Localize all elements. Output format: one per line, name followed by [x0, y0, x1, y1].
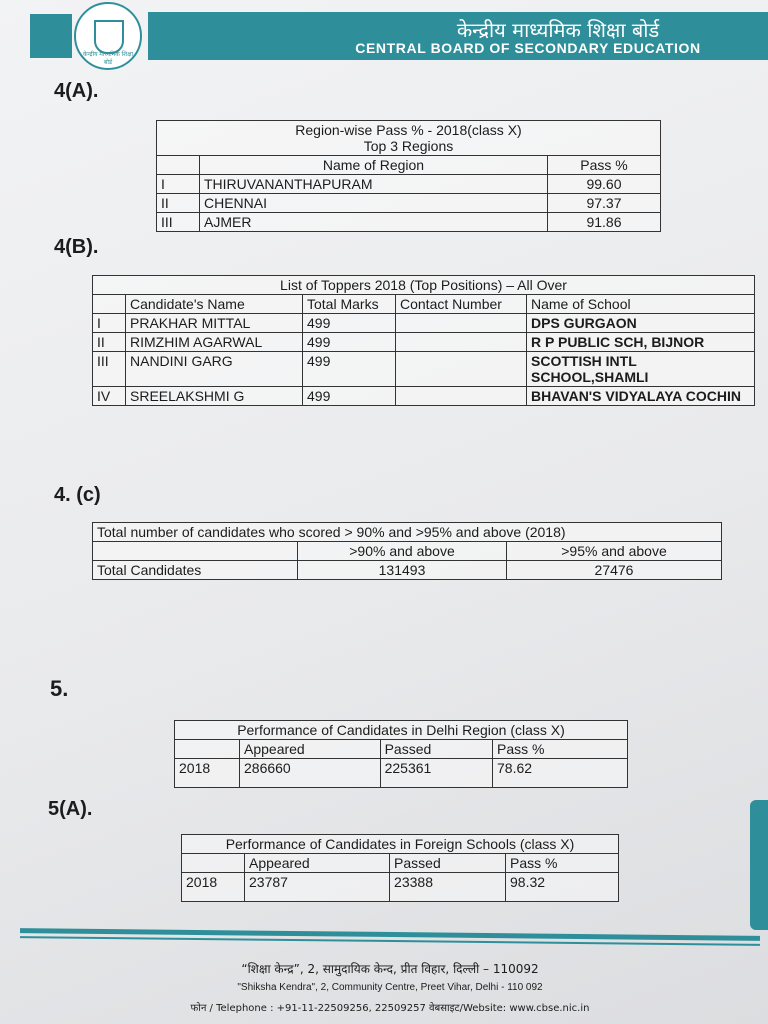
region-cell: THIRUVANANTHAPURAM	[200, 175, 548, 194]
toppers-table-title: List of Toppers 2018 (Top Positions) – All Over	[93, 276, 755, 295]
table-row	[175, 759, 628, 788]
rank-cell: I	[93, 314, 126, 333]
above-95-value: 27476	[507, 561, 722, 580]
section-4a-heading: 4(A).	[54, 80, 99, 102]
above-90-col-header: >90% and above	[298, 542, 507, 561]
school-cell: SCOTTISH INTL SCHOOL,SHAMLI	[527, 352, 755, 387]
table-row	[157, 213, 661, 232]
table-row	[93, 387, 755, 406]
label-header-cell	[93, 542, 298, 561]
pass-col-header: Pass %	[548, 156, 661, 175]
candidate-name-cell: PRAKHAR MITTAL	[126, 314, 303, 333]
candidate-name-cell: NANDINI GARG	[126, 352, 303, 387]
marks-cell: 499	[303, 333, 396, 352]
table-row	[157, 175, 661, 194]
marks-cell: 499	[303, 314, 396, 333]
header-bar	[148, 12, 768, 60]
passed-cell: 225361	[380, 759, 492, 788]
header-accent-block	[30, 14, 72, 58]
above-95-col-header: >95% and above	[507, 542, 722, 561]
candidate-name-cell: SREELAKSHMI G	[126, 387, 303, 406]
footer-address-hindi: “शिक्षा केन्द्र”, 2, सामुदायिक केन्द, प्रीत विहार, दिल्ली – 110092	[241, 962, 539, 976]
section-5a-heading: 5(A).	[48, 798, 93, 820]
name-col-header: Candidate's Name	[126, 295, 303, 314]
region-cell: CHENNAI	[200, 194, 548, 213]
appeared-col-header: Appeared	[245, 854, 390, 873]
high-scorers-title: Total number of candidates who scored > 90% and >95% and above (2018)	[93, 523, 722, 542]
pass-col-header: Pass %	[493, 740, 628, 759]
passed-col-header: Passed	[390, 854, 506, 873]
toppers-table	[92, 275, 755, 406]
header-english-title: CENTRAL BOARD OF SECONDARY EDUCATION	[355, 40, 701, 56]
table-row	[93, 561, 722, 580]
foreign-performance-table	[181, 834, 619, 902]
pass-cell: 97.37	[548, 194, 661, 213]
rank-cell: III	[93, 352, 126, 387]
high-scorers-table	[92, 522, 722, 580]
appeared-cell: 286660	[240, 759, 381, 788]
pass-cell: 91.86	[548, 213, 661, 232]
pass-cell: 78.62	[493, 759, 628, 788]
rank-cell: I	[157, 175, 200, 194]
region-table-title-line1: Region-wise Pass % - 2018(class X)	[295, 122, 522, 138]
table-row	[93, 333, 755, 352]
contact-cell	[396, 333, 527, 352]
above-90-value: 131493	[298, 561, 507, 580]
pass-cell: 99.60	[548, 175, 661, 194]
delhi-performance-table	[174, 720, 628, 788]
footer-address-english: "Shiksha Kendra", 2, Community Centre, Preet Vihar, Delhi - 110 092	[237, 982, 543, 993]
year-cell: 2018	[175, 759, 240, 788]
region-table-title	[157, 121, 661, 156]
year-header-cell	[182, 854, 245, 873]
rank-cell: III	[157, 213, 200, 232]
region-cell: AJMER	[200, 213, 548, 232]
marks-cell: 499	[303, 387, 396, 406]
table-row	[182, 873, 619, 902]
contact-cell	[396, 352, 527, 387]
rank-cell: II	[93, 333, 126, 352]
candidate-name-cell: RIMZHIM AGARWAL	[126, 333, 303, 352]
year-header-cell	[175, 740, 240, 759]
header-hindi-title: केन्द्रीय माध्यमिक शिक्षा बोर्ड	[456, 18, 660, 42]
passed-cell: 23388	[390, 873, 506, 902]
pass-cell: 98.32	[506, 873, 619, 902]
rank-cell: IV	[93, 387, 126, 406]
school-cell: BHAVAN'S VIDYALAYA COCHIN	[527, 387, 755, 406]
contact-cell	[396, 387, 527, 406]
total-candidates-label: Total Candidates	[93, 561, 298, 580]
rank-cell: II	[157, 194, 200, 213]
pass-col-header: Pass %	[506, 854, 619, 873]
logo-emblem-icon	[94, 20, 124, 54]
contact-cell	[396, 314, 527, 333]
rank-header-cell	[93, 295, 126, 314]
table-row	[93, 314, 755, 333]
region-pass-table	[156, 120, 661, 232]
region-col-header: Name of Region	[200, 156, 548, 175]
side-accent-tab	[750, 800, 768, 930]
contact-col-header: Contact Number	[396, 295, 527, 314]
marks-col-header: Total Marks	[303, 295, 396, 314]
passed-col-header: Passed	[380, 740, 492, 759]
appeared-col-header: Appeared	[240, 740, 381, 759]
table-row	[157, 194, 661, 213]
year-cell: 2018	[182, 873, 245, 902]
logo-text: केन्द्रीय माध्यमिक शिक्षा बोर्ड	[82, 52, 134, 66]
section-4c-heading: 4. (c)	[54, 484, 101, 506]
footer-contact: फोन / Telephone : +91-11-22509256, 22509257 वेबसाइट/Website: www.cbse.nic.in	[190, 1003, 590, 1014]
region-table-title-line2: Top 3 Regions	[363, 138, 454, 154]
foreign-table-title: Performance of Candidates in Foreign Schools (class X)	[182, 835, 619, 854]
marks-cell: 499	[303, 352, 396, 387]
school-cell: DPS GURGAON	[527, 314, 755, 333]
section-4b-heading: 4(B).	[54, 236, 99, 258]
school-col-header: Name of School	[527, 295, 755, 314]
rank-header-cell	[157, 156, 200, 175]
section-5-heading: 5.	[50, 676, 69, 701]
school-cell: R P PUBLIC SCH, BIJNOR	[527, 333, 755, 352]
table-row	[93, 352, 755, 387]
cbse-logo	[74, 2, 142, 70]
appeared-cell: 23787	[245, 873, 390, 902]
delhi-table-title: Performance of Candidates in Delhi Region (class X)	[175, 721, 628, 740]
